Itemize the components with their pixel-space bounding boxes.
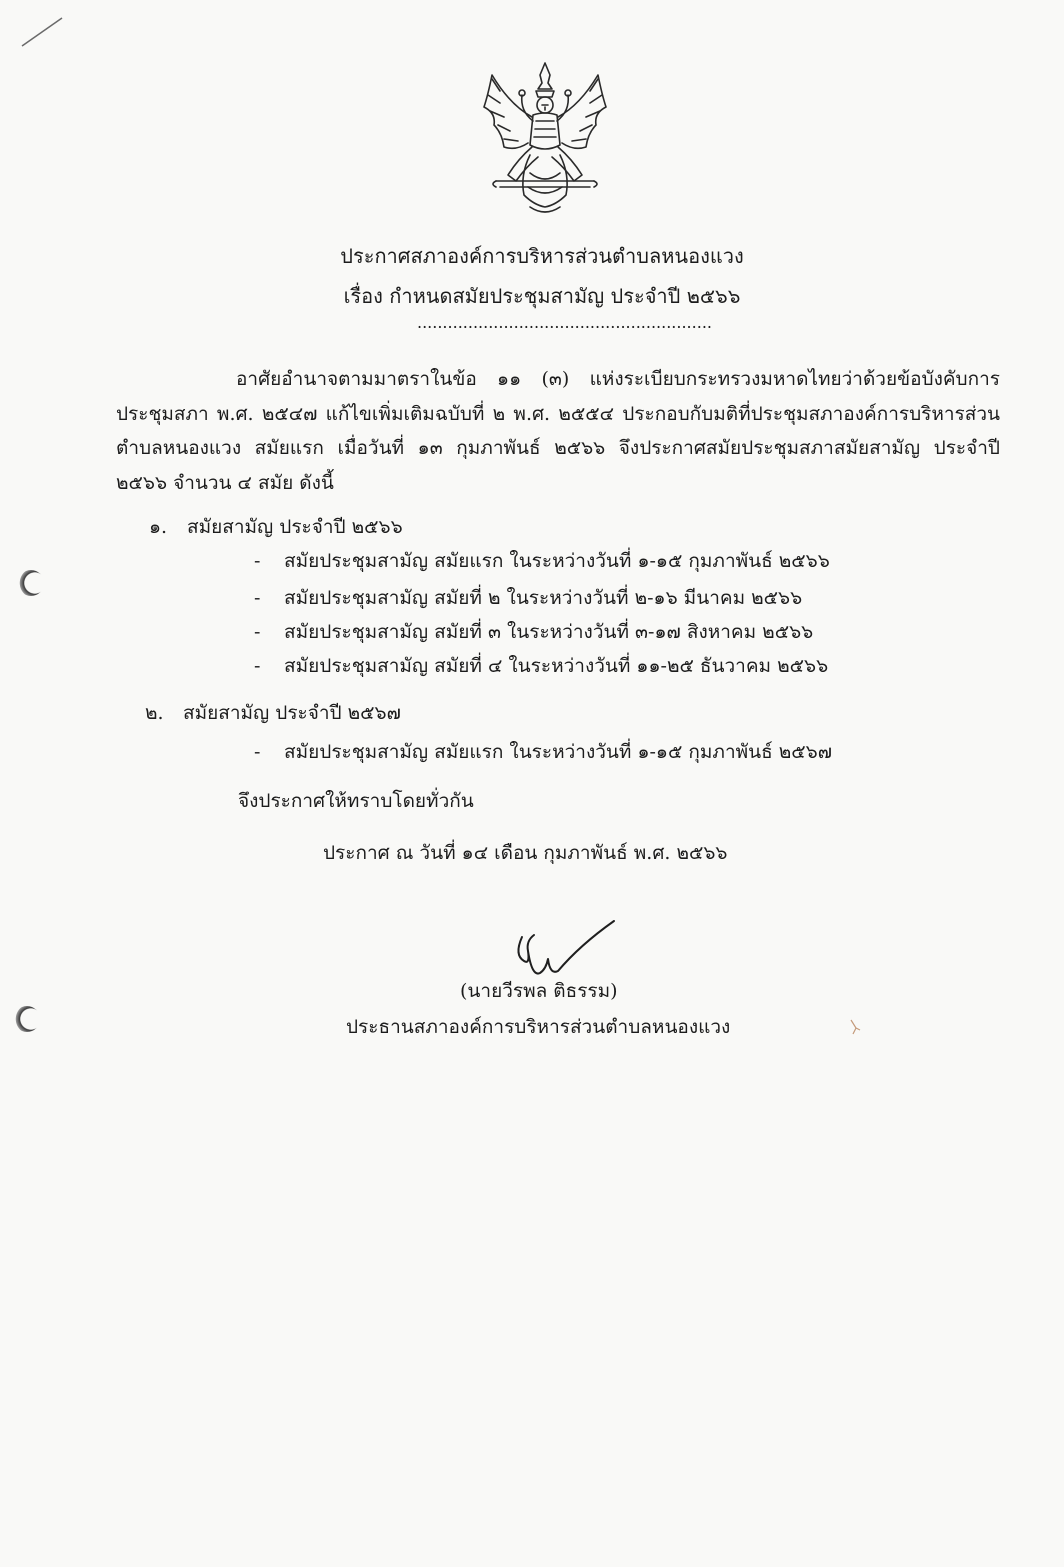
item-marker: -: [254, 655, 261, 677]
section-heading-text: สมัยสามัญ ประจำปี ๒๕๖๗: [183, 702, 401, 724]
item-marker: -: [254, 587, 261, 609]
list-item: [254, 617, 813, 647]
punch-hole-mark: [14, 1006, 40, 1032]
signer-title: ประธานสภาองค์การบริหารส่วนตำบลหนองแวง: [346, 1016, 731, 1038]
signer-name: (นายวีรพล ติธรรม): [460, 980, 618, 1002]
announcement-title: ประกาศสภาองค์การบริหารส่วนตำบลหนองแวง: [340, 244, 744, 268]
punch-hole-mark: [18, 570, 44, 596]
list-item-text: สมัยประชุมสามัญ สมัยที่ ๔ ในระหว่างวันที่ ๑๑-๒๕ ธันวาคม ๒๕๖๖: [284, 655, 829, 677]
section-number: ๑.: [149, 516, 168, 538]
section-heading: [149, 512, 403, 542]
garuda-emblem-icon: [470, 55, 620, 220]
scan-stroke-mark: [18, 12, 68, 52]
item-marker: -: [254, 741, 261, 763]
list-item: [254, 651, 828, 681]
announcement-subject: เรื่อง กำหนดสมัยประชุมสามัญ ประจำปี ๒๕๖๖: [343, 284, 741, 308]
list-item: [254, 546, 830, 576]
list-item: [254, 737, 832, 767]
item-marker: -: [254, 621, 261, 643]
list-item: [254, 583, 802, 613]
separator-line: ..........................................................: [417, 313, 712, 332]
list-item-text: สมัยประชุมสามัญ สมัยที่ ๓ ในระหว่างวันที่ ๓-๑๗ สิงหาคม ๒๕๖๖: [284, 621, 814, 643]
handwritten-signature: [510, 915, 620, 985]
paper-speck-mark: [848, 1018, 862, 1036]
section-heading-text: สมัยสามัญ ประจำปี ๒๕๖๖: [187, 516, 403, 538]
section-heading: [145, 698, 401, 728]
list-item-text: สมัยประชุมสามัญ สมัยที่ ๒ ในระหว่างวันที่ ๒-๑๖ มีนาคม ๒๕๖๖: [284, 587, 803, 609]
closing-statement: จึงประกาศให้ทราบโดยทั่วกัน: [238, 790, 474, 812]
body-paragraph: อาศัยอำนาจตามมาตราในข้อ ๑๑ (๓) แห่งระเบียบกระทรวงมหาดไทยว่าด้วยข้อบังคับการประชุมสภา พ.ศ. ๒๕๔๗ แก้ไขเพิ่มเติมฉบับที่ ๒ พ.ศ. ๒๕๕๔ ประกอบกับมติที่ประชุมสภาองค์การบริหารส่วนตำบลหนองแวง สมัยแรก เมื่อวันที่ ๑๓ กุมภาพันธ์ ๒๕๖๖ จึงประกาศสมัยประชุมสภาสมัยสามัญ ประจำปี ๒๕๖๖ จำนวน ๔ สมัย ดังนี้: [116, 368, 1000, 494]
item-marker: -: [254, 550, 261, 572]
section-number: ๒.: [145, 702, 164, 724]
list-item-text: สมัยประชุมสามัญ สมัยแรก ในระหว่างวันที่ ๑-๑๕ กุมภาพันธ์ ๒๕๖๗: [284, 741, 833, 763]
announcement-date: ประกาศ ณ วันที่ ๑๔ เดือน กุมภาพันธ์ พ.ศ. ๒๕๖๖: [323, 842, 728, 864]
list-item-text: สมัยประชุมสามัญ สมัยแรก ในระหว่างวันที่ ๑-๑๕ กุมภาพันธ์ ๒๕๖๖: [284, 550, 830, 572]
